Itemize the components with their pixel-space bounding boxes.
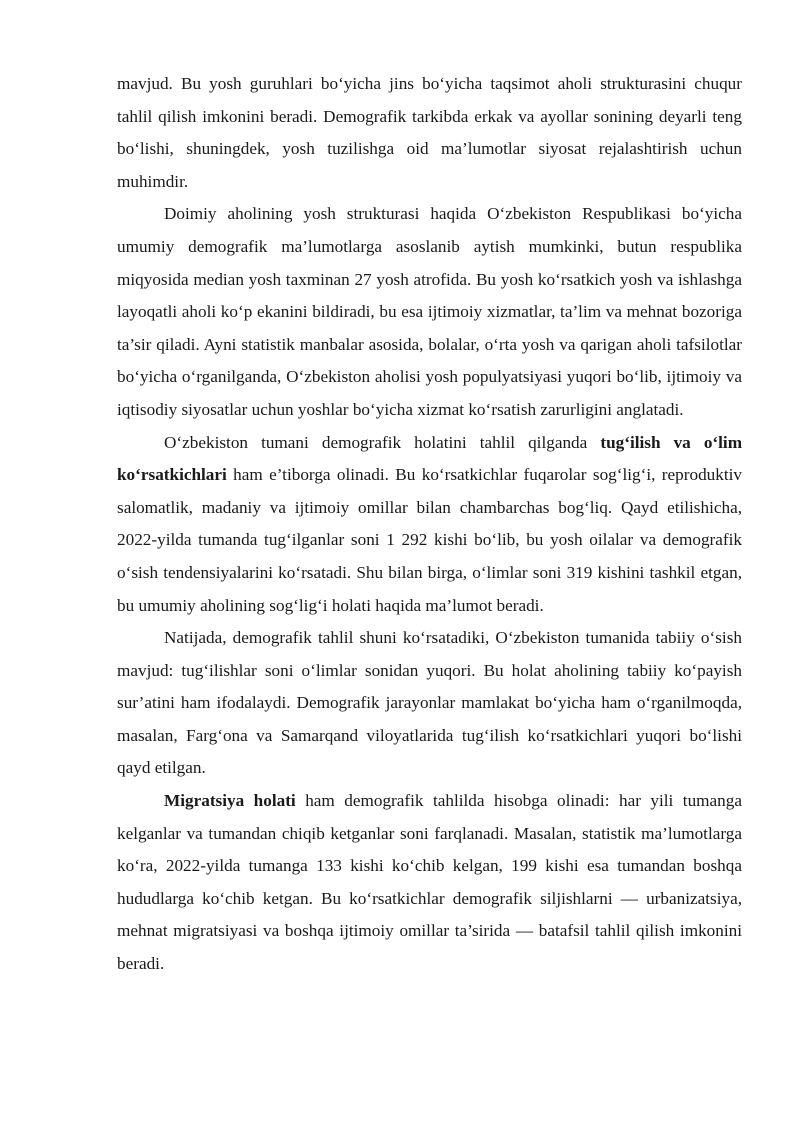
paragraph-2 [117, 198, 742, 426]
paragraph-4-text: Natijada, demografik tahlil shuni ko‘rsatadiki, O‘zbekiston tumanida tabiiy o‘sish mavjud: tug‘ilishlar soni o‘limlar sonidan yuqori. Bu holat aholining tabiiy ko‘payish sur’atini ham ifodalaydi. Demografik jarayonlar mamlakat bo‘yicha ham o‘rganilmoqda, masalan, Farg‘ona va Samarqand viloyatlarida tug‘ilish ko‘rsatkichlari yuqori bo‘lishi qayd etilgan. [117, 628, 742, 778]
paragraph-5-text: ham demografik tahlilda hisobga olinadi: har yili tumanga kelganlar va tumandan chiqib ketganlar soni farqlanadi. Masalan, statistik ma’lumotlarga ko‘ra, 2022-yilda tumanga 133 kishi ko‘chib kelgan, 199 kishi esa tumandan boshqa hududlarga ko‘chib ketgan. Bu ko‘rsatkichlar demografik siljishlarni — urbanizatsiya, mehnat migratsiyasi va boshqa ijtimoiy omillar ta’sirida — batafsil tahlil qilish imkonini beradi. [117, 791, 742, 974]
paragraph-4 [117, 622, 742, 785]
paragraph-5 [117, 785, 742, 981]
paragraph-3-text-b: ham e’tiborga olinadi. Bu ko‘rsatkichlar fuqarolar sog‘lig‘i, reproduktiv salomatlik, madaniy va ijtimoiy omillar bilan chambarchas bog‘liq. Qayd etilishicha, 2022-yilda tumanda tug‘ilganlar soni 1 292 kishi bo‘lib, bu yosh oilalar va demografik o‘sish tendensiyalarini ko‘rsatadi. Shu bilan birga, o‘limlar soni 319 kishini tashkil etgan, bu umumiy aholining sog‘lig‘i holati haqida ma’lumot beradi. [117, 465, 742, 615]
document-page [117, 68, 742, 981]
paragraph-3-bold-term: tug‘ilish va o‘lim ko‘rsatkichlari [117, 432, 743, 485]
paragraph-3-text-a: O‘zbekiston tumani demografik holatini tahlil qilganda [164, 432, 601, 452]
paragraph-5-bold-term: Migratsiya holati [164, 791, 296, 811]
paragraph-1-text: mavjud. Bu yosh guruhlari bo‘yicha jins bo‘yicha taqsimot aholi strukturasini chuqur tahlil qilish imkonini beradi. Demografik tarkibda erkak va ayollar sonining deyarli teng bo‘lishi, shuningdek, yosh tuzilishga oid ma’lumotlar siyosat rejalashtirish uchun muhimdir. [117, 74, 742, 191]
paragraph-3 [117, 427, 742, 623]
paragraph-1 [117, 68, 742, 198]
paragraph-2-text: Doimiy aholining yosh strukturasi haqida O‘zbekiston Respublikasi bo‘yicha umumiy demografik ma’lumotlarga asoslanib aytish mumkinki, butun respublika miqyosida median yosh taxminan 27 yosh atrofida. Bu yosh ko‘rsatkich yosh va ishlashga layoqatli aholi ko‘p ekanini bildiradi, bu esa ijtimoiy xizmatlar, ta’lim va mehnat bozoriga ta’sir qiladi. Ayni statistik manbalar asosida, bolalar, o‘rta yosh va qarigan aholi tafsilotlar bo‘yicha o‘rganilganda, O‘zbekiston aholisi yosh populyatsiyasi yuqori bo‘lib, ijtimoiy va iqtisodiy siyosatlar uchun yoshlar bo‘yicha xizmat ko‘rsatish zarurligini anglatadi. [117, 204, 742, 419]
